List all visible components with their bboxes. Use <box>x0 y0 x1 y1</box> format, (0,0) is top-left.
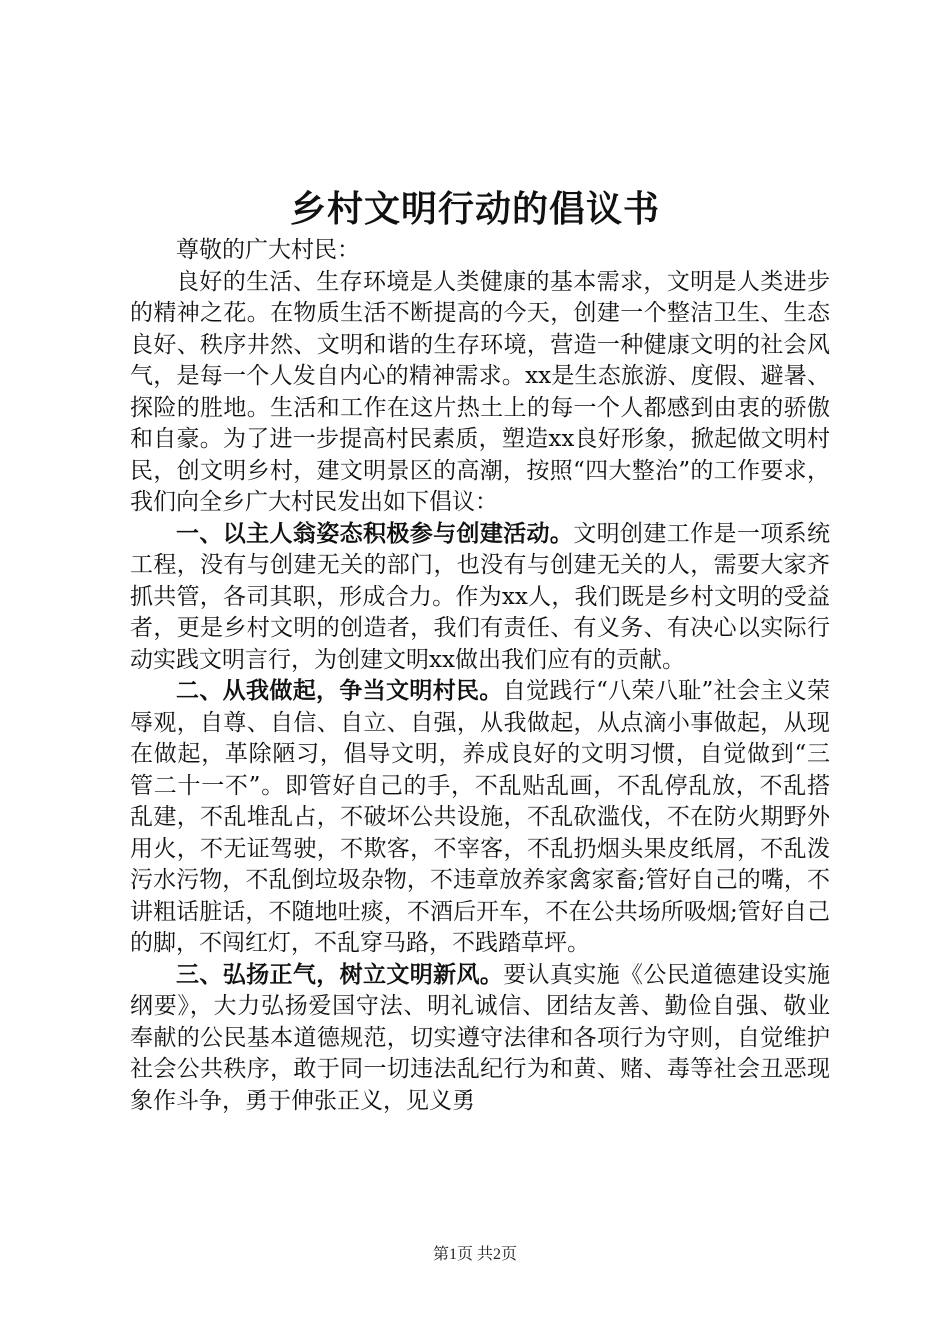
section-text-3: 要认真实施《公民道德建设实施纲要》，大力弘扬爱国守法、明礼诚信、团结友善、勤俭自强、敬业奉献的公民基本道德规范，切实遵守法律和各项行为守则，自觉维护社会公共秩序，敢于同一切违法乱纪行为和黄、赌、毒等社会丑恶现象作斗争，勇于伸张正义，见义勇 <box>130 961 831 1114</box>
document-title: 乡村文明行动的倡议书 <box>289 188 660 230</box>
section-heading-1: 一、以主人翁姿态积极参与创建活动。 <box>176 520 574 547</box>
section-text-1: 文明创建工作是一项系统工程，没有与创建无关的部门，也没有与创建无关的人，需要大家齐抓共管，各司其职，形成合力。作为xx人，我们既是乡村文明的受益者，更是乡村文明的创造者，我们有责任、有义务、有决心以实际行动实践文明言行，为创建文明xx做出我们应有的贡献。 <box>130 520 831 673</box>
intro-paragraph: 良好的生活、生存环境是人类健康的基本需求，文明是人类进步的精神之花。在物质生活不断提高的今天，创建一个整洁卫生、生态良好、秩序井然、文明和谐的生存环境，营造一种健康文明的社会风气，是每一个人发自内心的精神需求。xx是生态旅游、度假、避暑、探险的胜地。生活和工作在这片热土上的每一个人都感到由衷的骄傲和自豪。为了进一步提高村民素质，塑造xx良好形象，掀起做文明村民，创文明乡村，建文明景区的高潮，按照“四大整治”的工作要求，我们向全乡广大村民发出如下倡议： <box>130 268 830 515</box>
section-text-2: 自觉践行“八荣八耻”社会主义荣辱观，自尊、自信、自立、自强，从我做起，从点滴小事做起，从现在做起，革除陋习，倡导文明，养成良好的文明习惯，自觉做到“三管二十一不”。即管好自己的手，不乱贴乱画，不乱停乱放，不乱搭乱建，不乱堆乱占，不破坏公共设施，不乱砍滥伐，不在防火期野外用火，不无证驾驶，不欺客，不宰客，不乱扔烟头果皮纸屑，不乱泼污水污物，不乱倒垃圾杂物，不违章放养家禽家畜;管好自己的嘴，不讲粗话脏话，不随地吐痰，不酒后开车，不在公共场所吸烟;管好自己的脚，不闯红灯，不乱穿马路，不践踏草坪。 <box>130 678 830 956</box>
page-footer: 第1页 共2页 <box>432 1246 517 1263</box>
section-paragraph-3 <box>130 960 830 1118</box>
section-paragraph-1 <box>130 519 830 677</box>
section-heading-3: 三、弘扬正气，树立文明新风。 <box>176 961 504 988</box>
document-body <box>130 235 830 1117</box>
section-paragraph-2 <box>130 676 830 960</box>
section-heading-2: 二、从我做起，争当文明村民。 <box>176 678 503 704</box>
salutation: 尊敬的广大村民： <box>176 237 360 263</box>
